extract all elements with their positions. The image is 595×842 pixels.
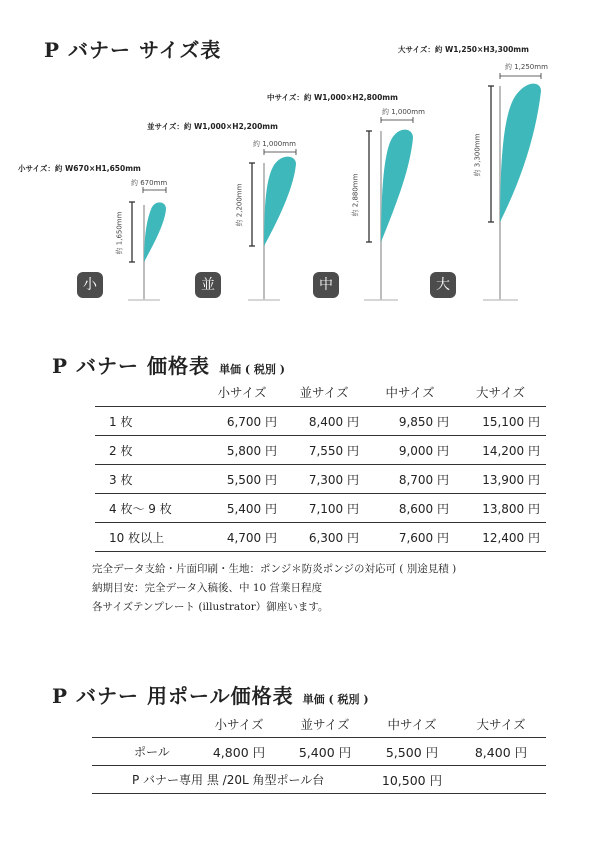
qty-cell: 2 枚: [95, 436, 201, 465]
price-cell: 5,500 円: [201, 465, 283, 494]
price-table-heading: [52, 350, 285, 379]
base-label: P バナー専用 黒 /20L 角型ポール台: [92, 766, 368, 794]
table-row: [95, 407, 546, 436]
small-width-dim: 約 670mm: [131, 179, 168, 187]
price-cell: 7,550 円: [283, 436, 365, 465]
medium-size-badge: 中: [313, 272, 339, 298]
pole-label: ポール: [92, 738, 196, 766]
base-price: 10,500 円: [368, 766, 456, 794]
price-cell: 5,500 円: [368, 738, 456, 766]
price-cell: 9,000 円: [365, 436, 455, 465]
price-table-header-row: [95, 378, 546, 407]
qty-cell: 3 枚: [95, 465, 201, 494]
qty-cell: 10 枚以上: [95, 523, 201, 552]
price-cell: 5,400 円: [282, 738, 368, 766]
pole-header-regular: 並サイズ: [300, 716, 350, 732]
price-cell: 7,100 円: [283, 494, 365, 523]
small-size-badge: 小: [77, 272, 103, 298]
pole-unit-note: 単価 ( 税別 ): [302, 693, 369, 706]
price-cell: 6,700 円: [201, 407, 283, 436]
notes-block: [92, 560, 562, 617]
pole-header-medium: 中サイズ: [387, 716, 437, 732]
banner-price-table: [95, 378, 546, 552]
price-cell: 5,400 円: [201, 494, 283, 523]
table-row: [92, 766, 546, 794]
price-unit-note: 単価 ( 税別 ): [219, 363, 285, 376]
qty-cell: 1 枚: [95, 407, 201, 436]
table-row: [95, 436, 546, 465]
header-regular: 並サイズ: [299, 385, 349, 400]
pole-header-large: 大サイズ: [476, 716, 526, 732]
regular-size-badge: 並: [195, 272, 221, 298]
price-cell: 12,400 円: [455, 523, 546, 552]
medium-size-label: 中サイズ：約 W1,000×H2,800mm: [267, 93, 398, 102]
pole-price-table: [92, 710, 546, 794]
regular-flag: [264, 157, 296, 246]
large-height-dim: 約 3,300mm: [473, 133, 482, 177]
price-cell: 6,300 円: [283, 523, 365, 552]
price-cell: 13,800 円: [455, 494, 546, 523]
regular-size-label: 並サイズ：約 W1,000×H2,200mm: [147, 122, 278, 131]
medium-width-dim: 約 1,000mm: [382, 108, 425, 116]
large-flag: [500, 84, 541, 222]
price-cell: 4,700 円: [201, 523, 283, 552]
table-row: [95, 494, 546, 523]
note-line: 各サイズテンプレート (illustrator）御座います。: [92, 601, 329, 613]
pole-table-heading: [52, 680, 369, 709]
regular-height-dim: 約 2,200mm: [235, 183, 244, 227]
table-row: [92, 738, 546, 766]
header-small: 小サイズ: [217, 385, 267, 400]
price-cell: 7,300 円: [283, 465, 365, 494]
pole-table-header-row: [92, 710, 546, 738]
table-row: [95, 465, 546, 494]
price-cell: 9,850 円: [365, 407, 455, 436]
header-medium: 中サイズ: [385, 385, 435, 400]
price-cell: 14,200 円: [455, 436, 546, 465]
table-row: [95, 523, 546, 552]
price-cell: 15,100 円: [455, 407, 546, 436]
price-table-title: P バナー 価格表: [52, 354, 210, 378]
price-cell: 8,700 円: [365, 465, 455, 494]
small-height-dim: 約 1,650mm: [115, 211, 124, 255]
price-cell: 5,800 円: [201, 436, 283, 465]
large-size-badge: 大: [430, 272, 456, 298]
large-size-label: 大サイズ：約 W1,250×H3,300mm: [398, 45, 529, 54]
pole-table-title: P バナー 用ポール価格表: [52, 684, 294, 708]
price-cell: 8,400 円: [456, 738, 546, 766]
header-large: 大サイズ: [475, 385, 525, 400]
note-line: 完全データ支給・片面印刷・生地：ポンジ＊防炎ポンジの対応可 ( 別途見積 ): [92, 563, 457, 575]
medium-flag: [381, 130, 413, 242]
price-cell: 13,900 円: [455, 465, 546, 494]
pole-header-small: 小サイズ: [214, 716, 264, 732]
small-flag: [144, 202, 166, 262]
regular-width-dim: 約 1,000mm: [253, 140, 296, 148]
small-size-label: 小サイズ：約 W670×H1,650mm: [18, 164, 141, 173]
medium-height-dim: 約 2,880mm: [351, 173, 360, 217]
price-cell: 8,400 円: [283, 407, 365, 436]
large-width-dim: 約 1,250mm: [505, 63, 548, 71]
qty-cell: 4 枚～ 9 枚: [95, 494, 201, 523]
price-cell: 4,800 円: [196, 738, 282, 766]
price-cell: 7,600 円: [365, 523, 455, 552]
note-line: 納期目安：完全データ入稿後、中 10 営業日程度: [92, 582, 323, 594]
size-chart-title: P バナー サイズ表: [44, 38, 222, 62]
price-cell: 8,600 円: [365, 494, 455, 523]
